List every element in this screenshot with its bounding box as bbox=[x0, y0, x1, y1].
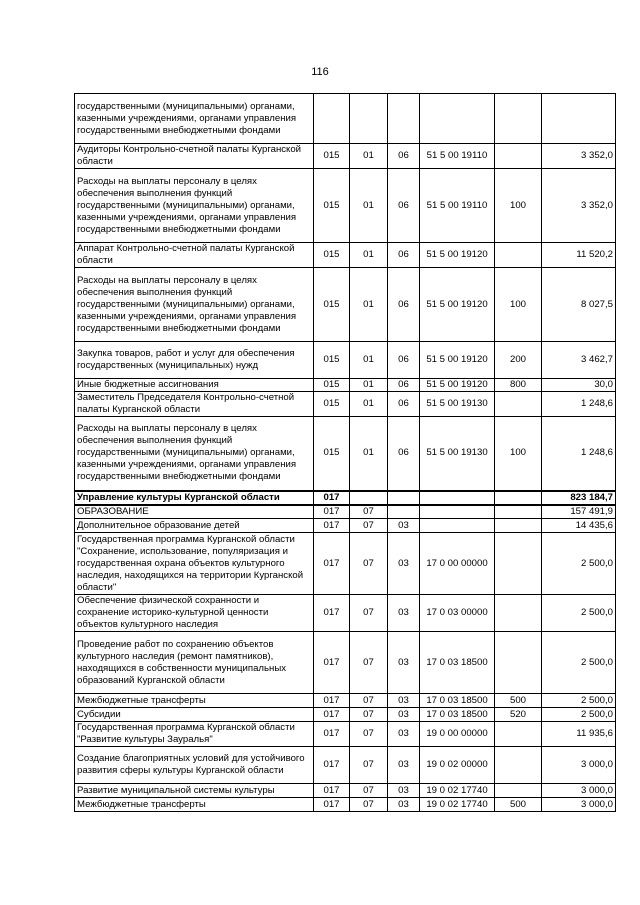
row-pr: 03 bbox=[388, 722, 420, 747]
row-sum: 14 435,6 bbox=[542, 519, 616, 533]
row-name: Дополнительное образование детей bbox=[75, 519, 314, 533]
row-ved: 017 bbox=[314, 519, 350, 533]
row-name: Межбюджетные трансферты bbox=[75, 798, 314, 812]
row-pr: 03 bbox=[388, 519, 420, 533]
row-rz: 01 bbox=[350, 392, 388, 417]
row-csr: 17 0 03 18500 bbox=[420, 632, 495, 694]
row-rz: 01 bbox=[350, 243, 388, 268]
row-rz bbox=[350, 94, 388, 144]
table-row bbox=[75, 379, 616, 392]
row-csr: 17 0 00 00000 bbox=[420, 533, 495, 595]
row-vr bbox=[495, 519, 542, 533]
table-row bbox=[75, 491, 616, 505]
row-ved: 015 bbox=[314, 243, 350, 268]
row-csr: 51 5 00 19110 bbox=[420, 169, 495, 243]
row-ved: 015 bbox=[314, 392, 350, 417]
row-ved: 017 bbox=[314, 505, 350, 519]
row-sum: 11 520,2 bbox=[542, 243, 616, 268]
row-vr bbox=[495, 747, 542, 784]
row-rz: 01 bbox=[350, 417, 388, 491]
row-sum: 3 462,7 bbox=[542, 342, 616, 379]
row-name: Обеспечение физической сохранности и сохранение историко-культурной ценности объектов культурного наследия bbox=[75, 595, 314, 632]
row-pr bbox=[388, 94, 420, 144]
row-name: Межбюджетные трансферты bbox=[75, 694, 314, 708]
row-vr bbox=[495, 505, 542, 519]
row-pr: 06 bbox=[388, 268, 420, 342]
row-pr: 03 bbox=[388, 632, 420, 694]
row-rz: 07 bbox=[350, 632, 388, 694]
row-name: государственными (муниципальными) органами, казенными учреждениями, органами управления государственными внебюджетными фондами bbox=[75, 94, 314, 144]
row-vr: 100 bbox=[495, 417, 542, 491]
row-sum: 3 000,0 bbox=[542, 747, 616, 784]
row-sum: 2 500,0 bbox=[542, 632, 616, 694]
row-rz: 01 bbox=[350, 169, 388, 243]
table-row bbox=[75, 417, 616, 491]
row-rz: 07 bbox=[350, 533, 388, 595]
row-csr bbox=[420, 94, 495, 144]
row-pr: 03 bbox=[388, 747, 420, 784]
row-sum bbox=[542, 94, 616, 144]
row-csr: 17 0 03 18500 bbox=[420, 694, 495, 708]
table-row bbox=[75, 632, 616, 694]
row-pr: 03 bbox=[388, 694, 420, 708]
row-vr bbox=[495, 94, 542, 144]
row-sum: 8 027,5 bbox=[542, 268, 616, 342]
row-csr: 17 0 03 18500 bbox=[420, 708, 495, 722]
row-csr: 19 0 00 00000 bbox=[420, 722, 495, 747]
row-pr: 03 bbox=[388, 798, 420, 812]
row-rz: 07 bbox=[350, 722, 388, 747]
row-pr: 06 bbox=[388, 144, 420, 169]
row-ved: 015 bbox=[314, 417, 350, 491]
row-rz: 01 bbox=[350, 268, 388, 342]
row-csr: 51 5 00 19120 bbox=[420, 342, 495, 379]
row-pr: 06 bbox=[388, 243, 420, 268]
row-csr: 51 5 00 19120 bbox=[420, 268, 495, 342]
table-row bbox=[75, 342, 616, 379]
row-name: Проведение работ по сохранению объектов культурного наследия (ремонт памятников), находящихся в собственности муниципальных образований Курганской области bbox=[75, 632, 314, 694]
row-vr: 800 bbox=[495, 379, 542, 392]
row-rz bbox=[350, 491, 388, 505]
row-ved: 017 bbox=[314, 533, 350, 595]
row-pr: 03 bbox=[388, 595, 420, 632]
row-csr: 51 5 00 19120 bbox=[420, 243, 495, 268]
row-rz: 07 bbox=[350, 798, 388, 812]
row-ved: 015 bbox=[314, 379, 350, 392]
row-sum: 2 500,0 bbox=[542, 533, 616, 595]
row-ved: 017 bbox=[314, 708, 350, 722]
row-pr: 06 bbox=[388, 342, 420, 379]
row-csr: 19 0 02 17740 bbox=[420, 784, 495, 798]
row-name: Создание благоприятных условий для устойчивого развития сферы культуры Курганской области bbox=[75, 747, 314, 784]
row-rz: 01 bbox=[350, 342, 388, 379]
row-csr: 51 5 00 19130 bbox=[420, 392, 495, 417]
row-vr bbox=[495, 632, 542, 694]
row-name: Аудиторы Контрольно-счетной палаты Курганской области bbox=[75, 144, 314, 169]
row-name: Государственная программа Курганской области "Сохранение, использование, популяризация и государственная охрана объектов культурного наследия, находящихся на территории Курганской области" bbox=[75, 533, 314, 595]
row-csr bbox=[420, 491, 495, 505]
table-row bbox=[75, 533, 616, 595]
table-row bbox=[75, 169, 616, 243]
table-row bbox=[75, 595, 616, 632]
row-pr: 06 bbox=[388, 417, 420, 491]
row-name: Расходы на выплаты персоналу в целях обеспечения выполнения функций государственными (муниципальными) органами, казенными учреждениями, органами управления государственными внебюджетными фондами bbox=[75, 417, 314, 491]
row-pr: 06 bbox=[388, 379, 420, 392]
row-vr bbox=[495, 784, 542, 798]
row-ved: 017 bbox=[314, 798, 350, 812]
row-vr: 520 bbox=[495, 708, 542, 722]
row-pr: 03 bbox=[388, 784, 420, 798]
row-ved: 017 bbox=[314, 722, 350, 747]
row-vr bbox=[495, 243, 542, 268]
row-sum: 1 248,6 bbox=[542, 417, 616, 491]
row-vr: 100 bbox=[495, 169, 542, 243]
row-name: Аппарат Контрольно-счетной палаты Курганской области bbox=[75, 243, 314, 268]
row-ved bbox=[314, 94, 350, 144]
row-csr bbox=[420, 519, 495, 533]
row-name: Закупка товаров, работ и услуг для обеспечения государственных (муниципальных) нужд bbox=[75, 342, 314, 379]
row-sum: 2 500,0 bbox=[542, 694, 616, 708]
row-vr bbox=[495, 722, 542, 747]
row-pr: 06 bbox=[388, 392, 420, 417]
row-pr: 06 bbox=[388, 169, 420, 243]
row-csr: 51 5 00 19120 bbox=[420, 379, 495, 392]
row-name: Иные бюджетные ассигнования bbox=[75, 379, 314, 392]
table-row bbox=[75, 708, 616, 722]
row-csr: 17 0 03 00000 bbox=[420, 595, 495, 632]
row-vr bbox=[495, 144, 542, 169]
page-number: 116 bbox=[311, 66, 329, 78]
table-row bbox=[75, 243, 616, 268]
row-sum: 3 352,0 bbox=[542, 144, 616, 169]
row-ved: 017 bbox=[314, 491, 350, 505]
row-sum: 823 184,7 bbox=[542, 491, 616, 505]
table-row bbox=[75, 144, 616, 169]
row-rz: 07 bbox=[350, 505, 388, 519]
row-vr bbox=[495, 595, 542, 632]
table-row bbox=[75, 94, 616, 144]
budget-table bbox=[74, 93, 616, 812]
row-rz: 01 bbox=[350, 144, 388, 169]
row-rz: 07 bbox=[350, 708, 388, 722]
row-ved: 017 bbox=[314, 747, 350, 784]
row-ved: 015 bbox=[314, 169, 350, 243]
row-rz: 01 bbox=[350, 379, 388, 392]
row-ved: 017 bbox=[314, 595, 350, 632]
row-sum: 3 000,0 bbox=[542, 784, 616, 798]
row-pr bbox=[388, 505, 420, 519]
row-rz: 07 bbox=[350, 519, 388, 533]
row-ved: 017 bbox=[314, 632, 350, 694]
row-rz: 07 bbox=[350, 784, 388, 798]
row-ved: 017 bbox=[314, 694, 350, 708]
row-vr: 500 bbox=[495, 798, 542, 812]
row-csr: 19 0 02 00000 bbox=[420, 747, 495, 784]
row-vr: 500 bbox=[495, 694, 542, 708]
row-vr bbox=[495, 392, 542, 417]
row-ved: 015 bbox=[314, 268, 350, 342]
table-row bbox=[75, 505, 616, 519]
row-sum: 30,0 bbox=[542, 379, 616, 392]
row-name: ОБРАЗОВАНИЕ bbox=[75, 505, 314, 519]
table-row bbox=[75, 519, 616, 533]
row-ved: 015 bbox=[314, 342, 350, 379]
row-name: Развитие муниципальной системы культуры bbox=[75, 784, 314, 798]
table-row bbox=[75, 784, 616, 798]
row-vr: 100 bbox=[495, 268, 542, 342]
row-rz: 07 bbox=[350, 595, 388, 632]
table-row bbox=[75, 722, 616, 747]
row-name: Государственная программа Курганской области "Развитие культуры Зауралья" bbox=[75, 722, 314, 747]
row-csr bbox=[420, 505, 495, 519]
table-row bbox=[75, 798, 616, 812]
row-name: Заместитель Председателя Контрольно-счетной палаты Курганской области bbox=[75, 392, 314, 417]
row-name: Расходы на выплаты персоналу в целях обеспечения выполнения функций государственными (муниципальными) органами, казенными учреждениями, органами управления государственными внебюджетными фондами bbox=[75, 268, 314, 342]
row-pr bbox=[388, 491, 420, 505]
row-csr: 51 5 00 19130 bbox=[420, 417, 495, 491]
row-rz: 07 bbox=[350, 747, 388, 784]
row-csr: 19 0 02 17740 bbox=[420, 798, 495, 812]
table-row bbox=[75, 747, 616, 784]
table-row bbox=[75, 694, 616, 708]
row-ved: 017 bbox=[314, 784, 350, 798]
row-name: Субсидии bbox=[75, 708, 314, 722]
row-pr: 03 bbox=[388, 708, 420, 722]
table-row bbox=[75, 392, 616, 417]
row-name: Расходы на выплаты персоналу в целях обеспечения выполнения функций государственными (муниципальными) органами, казенными учреждениями, органами управления государственными внебюджетными фондами bbox=[75, 169, 314, 243]
row-vr bbox=[495, 491, 542, 505]
row-sum: 2 500,0 bbox=[542, 708, 616, 722]
row-vr bbox=[495, 533, 542, 595]
row-sum: 1 248,6 bbox=[542, 392, 616, 417]
row-ved: 015 bbox=[314, 144, 350, 169]
row-vr: 200 bbox=[495, 342, 542, 379]
row-csr: 51 5 00 19110 bbox=[420, 144, 495, 169]
row-rz: 07 bbox=[350, 694, 388, 708]
row-sum: 2 500,0 bbox=[542, 595, 616, 632]
row-sum: 157 491,9 bbox=[542, 505, 616, 519]
row-sum: 3 000,0 bbox=[542, 798, 616, 812]
table-row bbox=[75, 268, 616, 342]
row-sum: 11 935,6 bbox=[542, 722, 616, 747]
row-name: Управление культуры Курганской области bbox=[75, 491, 314, 505]
row-sum: 3 352,0 bbox=[542, 169, 616, 243]
row-pr: 03 bbox=[388, 533, 420, 595]
